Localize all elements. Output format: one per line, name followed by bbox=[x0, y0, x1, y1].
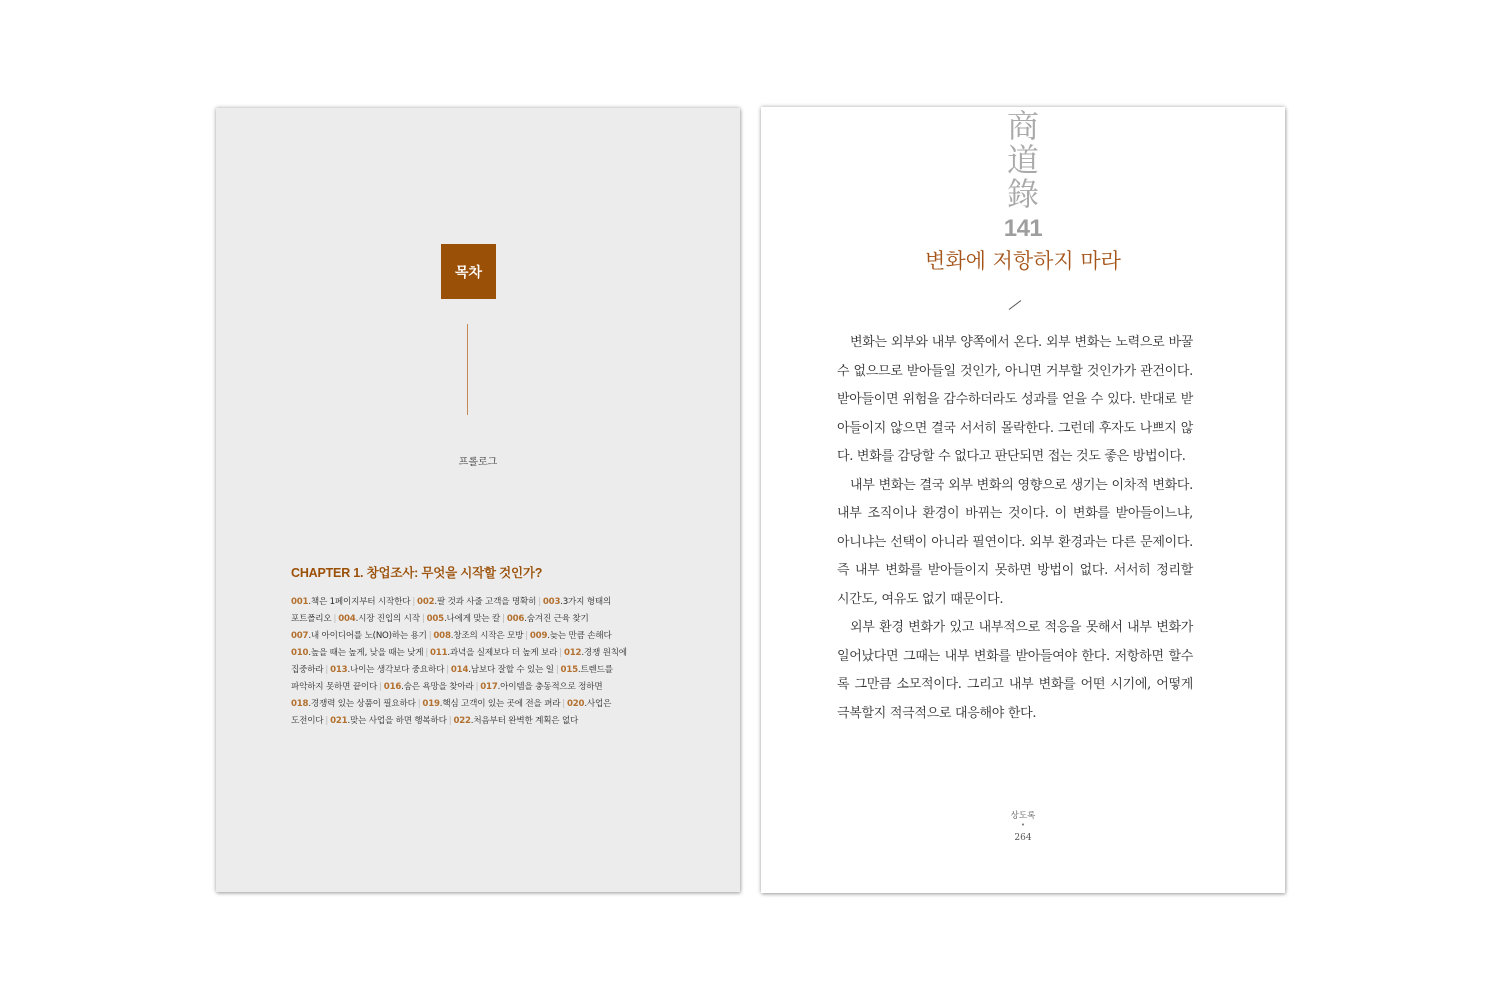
toc-item-dot: . bbox=[308, 597, 311, 607]
toc-line bbox=[291, 696, 671, 713]
body-text bbox=[837, 329, 1193, 728]
toc-separator: | bbox=[475, 682, 479, 692]
toc-line bbox=[291, 611, 671, 628]
toc-line bbox=[291, 645, 671, 662]
toc-item-dot: . bbox=[347, 665, 351, 675]
toc-item-text: 나이는 생각보다 중요하다 bbox=[350, 665, 445, 675]
toc-line bbox=[291, 679, 671, 696]
toc-separator: | bbox=[525, 631, 528, 641]
toc-separator: | bbox=[421, 614, 425, 624]
right-page bbox=[761, 107, 1285, 893]
toc-item-text: 처음부터 완벽한 계획은 없다 bbox=[473, 716, 579, 726]
toc-item-dot: . bbox=[450, 631, 454, 641]
left-page bbox=[216, 108, 740, 892]
toc-item-dot: . bbox=[547, 631, 550, 641]
toc-item-number: 011 bbox=[430, 648, 448, 658]
toc-item-number: 003 bbox=[542, 597, 561, 607]
toc-item-number: 009 bbox=[529, 631, 548, 641]
toc-item-text: 경쟁력 있는 상품이 필요하다 bbox=[310, 699, 416, 709]
toc-item-text: 높을 때는 높게, 낮을 때는 낮게 bbox=[310, 648, 424, 658]
toc-item-number: 007 bbox=[291, 631, 309, 641]
running-dot: • bbox=[1020, 821, 1026, 829]
toc-item-dot: . bbox=[355, 614, 359, 624]
toc-separator: | bbox=[425, 648, 429, 658]
toc-item-text: 아이템을 충동적으로 정하면 bbox=[500, 682, 603, 692]
vertical-divider bbox=[467, 324, 468, 415]
toc-item-text: 맞는 사업을 하면 행복하다 bbox=[350, 716, 447, 726]
hanja-char-2: 道 bbox=[1006, 141, 1039, 179]
toc-item-dot: . bbox=[581, 648, 584, 658]
toc-item-number: 001 bbox=[291, 597, 309, 607]
toc-item-number: 019 bbox=[422, 699, 440, 709]
toc-list bbox=[291, 594, 671, 730]
toc-item-text: 시장 진입의 시작 bbox=[358, 614, 420, 624]
toc-item-number: 004 bbox=[338, 614, 356, 624]
toc-item-text: 포트폴리오 bbox=[291, 614, 332, 624]
toc-item-number: 008 bbox=[433, 631, 451, 641]
hanja-char-1: 商 bbox=[1006, 107, 1039, 145]
toc-item-text: 사업은 bbox=[586, 699, 612, 709]
toc-item-dot: . bbox=[497, 682, 501, 692]
toc-separator: | bbox=[325, 665, 329, 675]
toc-separator: | bbox=[448, 716, 452, 726]
toc-item-number: 005 bbox=[426, 614, 444, 624]
toc-item-text: 창조의 시작은 모방 bbox=[453, 631, 524, 641]
toc-item-text: 3가지 형태의 bbox=[562, 597, 612, 607]
hanja-char-3: 錄 bbox=[1006, 175, 1039, 213]
toc-separator: | bbox=[538, 597, 541, 607]
toc-item-number: 002 bbox=[417, 597, 435, 607]
toc-separator: | bbox=[428, 631, 432, 641]
toc-separator: | bbox=[555, 665, 559, 675]
toc-item-text: 숨은 욕망을 찾아라 bbox=[403, 682, 474, 692]
toc-separator: | bbox=[333, 614, 337, 624]
toc-item-dot: . bbox=[308, 648, 311, 658]
toc-item-number: 017 bbox=[480, 682, 498, 692]
toc-item-dot: . bbox=[577, 665, 581, 675]
toc-item-text: 책은 1페이지부터 시작한다 bbox=[310, 597, 411, 607]
prologue-label: 프롤로그 bbox=[458, 457, 498, 468]
toc-line bbox=[291, 628, 671, 645]
toc-item-text: 도전이다 bbox=[291, 716, 324, 726]
toc-separator: | bbox=[379, 682, 382, 692]
toc-item-dot: . bbox=[308, 631, 311, 641]
toc-line bbox=[291, 594, 671, 611]
toc-label-box: 목차 bbox=[441, 244, 496, 299]
toc-item-text: 나에게 맞는 칼 bbox=[446, 614, 501, 624]
toc-item-number: 016 bbox=[383, 682, 402, 692]
toc-separator: | bbox=[559, 648, 562, 658]
toc-item-text: 경쟁 원칙에 bbox=[583, 648, 627, 658]
toc-item-dot: . bbox=[308, 699, 311, 709]
entry-number: 141 bbox=[1003, 215, 1043, 242]
toc-item-number: 018 bbox=[291, 699, 309, 709]
toc-item-text: 과녁을 실제보다 더 높게 보라 bbox=[449, 648, 558, 658]
toc-item-number: 021 bbox=[330, 716, 348, 726]
toc-line bbox=[291, 662, 671, 679]
toc-item-text: 파악하지 못하면 끝이다 bbox=[291, 682, 378, 692]
toc-item-text: 숨겨진 근육 찾기 bbox=[526, 614, 589, 624]
page-number: 264 bbox=[1014, 833, 1032, 843]
toc-item-dot: . bbox=[468, 665, 471, 675]
toc-item-text: 집중하라 bbox=[291, 665, 324, 675]
entry-title: 변화에 저항하지 마라 bbox=[925, 249, 1121, 273]
toc-item-text: 핵심 고객이 있는 곳에 전을 펴라 bbox=[442, 699, 561, 709]
running-title: 상도록 bbox=[1010, 811, 1036, 821]
toc-separator: | bbox=[562, 699, 565, 709]
toc-item-text: 내 아이디어를 노(NO)하는 용기 bbox=[310, 631, 427, 641]
chapter-title: CHAPTER 1. 창업조사: 무엇을 시작할 것인가? bbox=[291, 566, 543, 580]
toc-separator: | bbox=[446, 665, 449, 675]
toc-item-number: 012 bbox=[563, 648, 582, 658]
toc-item-number: 020 bbox=[567, 699, 585, 709]
toc-item-number: 010 bbox=[291, 648, 309, 658]
toc-item-dot: . bbox=[434, 597, 437, 607]
slash-ornament-icon bbox=[1007, 300, 1023, 310]
body-paragraph-3: 외부 환경 변화가 있고 내부적으로 적응을 못해서 내부 변화가 일어났다면 그때는 내부 변화를 받아들여야 한다. 저항하면 할수록 그만큼 소모적이다. 그리고 내부 변화를 어떤 시기에, 어떻게 극복할지 적극적으로 대응해야 한다. bbox=[837, 620, 1193, 721]
toc-item-dot: . bbox=[347, 716, 351, 726]
toc-item-text: 남보다 잘할 수 있는 일 bbox=[470, 665, 554, 675]
toc-item-dot: . bbox=[401, 682, 404, 692]
toc-item-dot: . bbox=[443, 614, 447, 624]
toc-separator: | bbox=[412, 597, 416, 607]
toc-line bbox=[291, 713, 671, 730]
toc-item-text: 늦는 만큼 손해다 bbox=[549, 631, 612, 641]
body-paragraph-1: 변화는 외부와 내부 양쪽에서 온다. 외부 변화는 노력으로 바꿀 수 없으므로 받아들일 것인가, 아니면 거부할 것인가가 관건이다. 받아들이면 위험을 감수하더라도 성과를 얻을 수 있다. 반대로 받아들이지 않으면 결국 서서히 몰락한다. 그런데 후자도 나쁘지 않다. 변화를 감당할 수 없다고 판단되면 접는 것도 좋은 방법이다. bbox=[837, 335, 1193, 464]
body-paragraph-2: 내부 변화는 결국 외부 변화의 영향으로 생기는 이차적 변화다. 내부 조직이나 환경이 바뀌는 것이다. 이 변화를 받아들이느냐, 아니냐는 선택이 아니라 필연이다. 외부 환경과는 다른 문제이다. 즉 내부 변화를 받아들이지 못하면 방법이 없다. 서서히 정리할 시간도, 여유도 없기 때문이다. bbox=[837, 477, 1193, 607]
toc-item-dot: . bbox=[439, 699, 443, 709]
toc-item-text: 트렌드를 bbox=[580, 665, 613, 675]
toc-item-dot: . bbox=[470, 716, 474, 726]
toc-item-dot: . bbox=[560, 597, 563, 607]
toc-item-dot: . bbox=[584, 699, 587, 709]
toc-item-number: 015 bbox=[560, 665, 578, 675]
toc-item-number: 013 bbox=[330, 665, 348, 675]
toc-separator: | bbox=[325, 716, 329, 726]
toc-item-dot: . bbox=[447, 648, 450, 658]
toc-item-dot: . bbox=[524, 614, 527, 624]
toc-item-text: 팔 것과 사줄 고객을 명확히 bbox=[436, 597, 537, 607]
toc-item-number: 006 bbox=[506, 614, 525, 624]
toc-separator: | bbox=[417, 699, 421, 709]
toc-item-number: 022 bbox=[453, 716, 471, 726]
toc-separator: | bbox=[502, 614, 505, 624]
toc-item-number: 014 bbox=[450, 665, 469, 675]
